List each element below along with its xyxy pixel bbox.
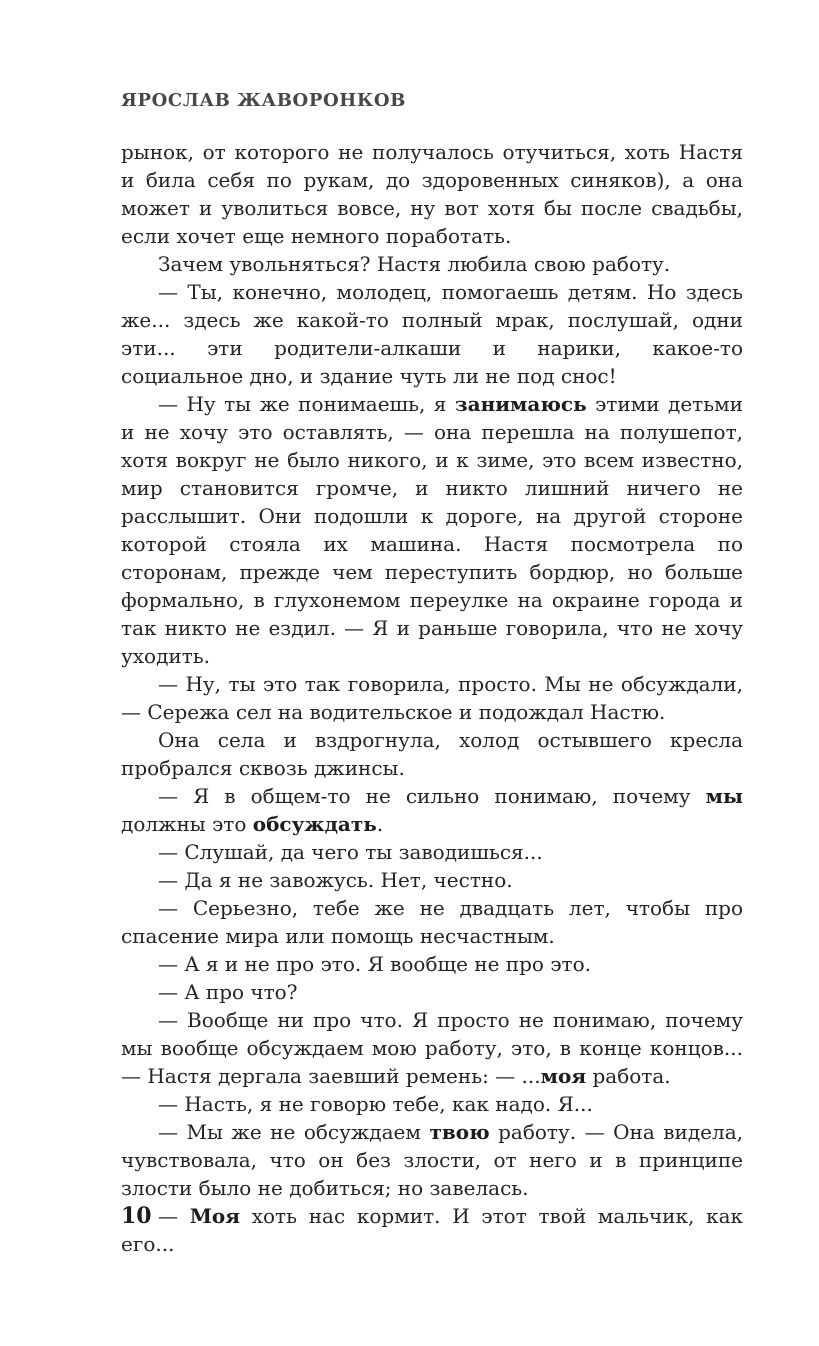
paragraph: [121, 250, 743, 278]
text-segment: — Ну ты же понимаешь, я: [158, 392, 455, 416]
text-segment: — Слушай, да чего ты заводишься...: [158, 840, 543, 864]
paragraph: [121, 726, 743, 782]
paragraph: [121, 978, 743, 1006]
text-segment: этими детьми и не хочу это оставлять, — она перешла на полушепот, хотя вокруг не было никого, и к зиме, это всем известно, мир становится громче, и никто лишний ничего не расслышит. Они подошли к дороге, на другой стороне которой стояла их машина. Настя посмотрела по сторонам, прежде чем переступить бордюр, но больше формально, в глухонемом переулке на окраине города и так никто не ездил. — Я и раньше говорила, что не хочу уходить.: [121, 392, 744, 668]
page-number: 10: [121, 1203, 152, 1229]
emphasis-text: Моя: [189, 1204, 240, 1228]
text-segment: работу. — Она видела, чувствовала, что он без злости, от него и в принципе злости было не добиться; но завелась.: [121, 1120, 743, 1200]
text-segment: — Да я не завожусь. Нет, честно.: [158, 868, 513, 892]
paragraph: [121, 950, 743, 978]
text-segment: работа.: [586, 1064, 671, 1088]
paragraph: [121, 838, 743, 866]
text-segment: — Ну, ты это так говорила, просто. Мы не обсуждали, — Сережа сел на водительское и подождал Настю.: [121, 672, 743, 724]
text-segment: Она села и вздрогнула, холод остывшего кресла пробрался сквозь джинсы.: [121, 728, 743, 780]
text-segment: — А я и не про это. Я вообще не про это.: [158, 952, 591, 976]
text-segment: должны это: [121, 812, 253, 836]
text-segment: — Насть, я не говорю тебе, как надо. Я...: [158, 1092, 593, 1116]
paragraph: [121, 1202, 743, 1258]
text-segment: хоть нас кормит. И этот твой мальчик, как его...: [121, 1204, 744, 1256]
text-segment: — Ты, конечно, молодец, помогаешь детям. Но здесь же... здесь же какой-то полный мрак, послушай, одни эти... эти родители-алкаши и нарики, какое-то социальное дно, и здание чуть ли не под снос!: [121, 280, 743, 388]
text-segment: — Серьезно, тебе же не двадцать лет, чтобы про спасение мира или помощь несчастным.: [121, 896, 743, 948]
emphasis-text: занимаюсь: [454, 392, 587, 416]
paragraph: [121, 1006, 743, 1090]
paragraph: [121, 1118, 743, 1202]
text-segment: —: [158, 1204, 190, 1228]
text-segment: .: [376, 812, 384, 836]
text-segment: рынок, от которого не получалось отучиться, хоть Настя и била себя по рукам, до здоровенных синяков), а она может и уволиться вовсе, ну вот хотя бы после свадьбы, если хочет еще немного поработать.: [121, 140, 743, 248]
emphasis-text: мы: [705, 784, 743, 808]
text-segment: — Я в общем-то не сильно понимаю, почему: [158, 784, 706, 808]
emphasis-text: моя: [540, 1064, 587, 1088]
paragraph: [121, 278, 743, 390]
paragraph: [121, 866, 743, 894]
paragraph: [121, 670, 743, 726]
text-segment: — Мы же не обсуждаем: [158, 1120, 430, 1144]
text-segment: — Вообще ни про что. Я просто не понимаю, почему мы вообще обсуждаем мою работу, это, в конце концов... — Настя дергала заевший ремень: — ...: [121, 1008, 743, 1088]
paragraph: [121, 390, 743, 670]
paragraph: [121, 138, 743, 250]
text-segment: Зачем увольняться? Настя любила свою работу.: [158, 252, 671, 276]
text-block: [121, 138, 743, 1258]
running-head-author: ЯРОСЛАВ ЖАВОРОНКОВ: [121, 90, 406, 111]
emphasis-text: обсуждать: [252, 812, 377, 836]
text-segment: — А про что?: [158, 980, 298, 1004]
emphasis-text: твою: [429, 1120, 490, 1144]
paragraph: [121, 782, 743, 838]
paragraph: [121, 1090, 743, 1118]
paragraph: [121, 894, 743, 950]
